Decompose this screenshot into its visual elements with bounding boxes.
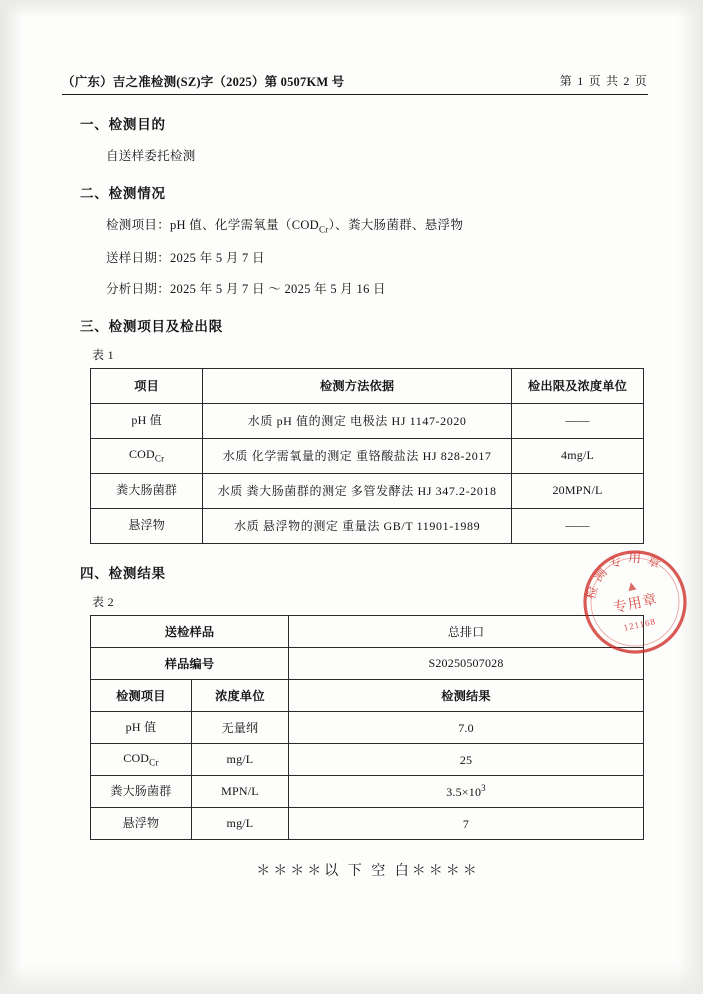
table2-row3-item: [91, 807, 192, 839]
value: 7.0: [458, 720, 474, 735]
label: 悬浮物: [128, 518, 165, 533]
test-items-line: [106, 215, 648, 235]
table2-label: 表 2: [92, 594, 114, 609]
table-row: [91, 775, 644, 807]
table1-header-item: 项目: [91, 368, 203, 403]
section-situation: [62, 182, 648, 297]
table-row: [91, 508, 644, 543]
label: pH 值: [131, 413, 162, 428]
subscript: Cr: [154, 453, 165, 464]
table2-sampleid-value: S20250507028: [289, 647, 644, 679]
table1-row0-limit: ——: [512, 403, 644, 438]
table1-row0-method: 水质 pH 值的测定 电极法 HJ 1147-2020: [203, 403, 512, 438]
table-row: [91, 615, 644, 647]
sample-date-line: 送样日期：2025 年 5 月 7 日: [106, 250, 265, 265]
table1-header-method: 检测方法依据: [203, 368, 512, 403]
table1-row2-item: [91, 473, 203, 508]
label: COD: [128, 447, 155, 462]
value: 3.5×10: [446, 784, 482, 799]
analysis-date-line: 分析日期：2025 年 5 月 7 日 ～ 2025 年 5 月 16 日: [106, 281, 386, 296]
table2-sample-value: 总排口: [289, 615, 644, 647]
table1-row3-limit: ——: [512, 508, 644, 543]
section-purpose-text: 自送样委托检测: [106, 149, 196, 163]
table-row: [91, 403, 644, 438]
table2-sample-label: 送检样品: [91, 615, 289, 647]
table1-row0-item: [91, 403, 203, 438]
table2-header-unit: 浓度单位: [191, 679, 288, 711]
table-row: [91, 711, 644, 743]
label: pH 值: [125, 719, 157, 734]
table1-row2-limit: 20MPN/L: [512, 473, 644, 508]
document-header: [62, 72, 648, 90]
table2-sampleid-label: 样品编号: [91, 647, 289, 679]
table2-row1-unit: mg/L: [191, 743, 288, 775]
svg-text:检测专用章: 检测专用章: [582, 549, 668, 601]
table2-row2-item: [91, 775, 192, 807]
table1-row3-item: [91, 508, 203, 543]
table-header-row: [91, 679, 644, 711]
table2-row2-result: [289, 775, 644, 807]
table-row: [91, 647, 644, 679]
section-detection-limits: [62, 315, 648, 544]
table-row: [91, 807, 644, 839]
table2-row0-unit: 无量纲: [191, 711, 288, 743]
value: 7: [462, 816, 470, 831]
table-row: [91, 473, 644, 508]
table1-row1-item: [91, 438, 203, 473]
official-seal-stamp: [579, 546, 691, 658]
table1-header-limit: 检出限及浓度单位: [512, 368, 644, 403]
section-situation-title: 二、检测情况: [80, 186, 166, 201]
table2-row2-unit: MPN/L: [191, 775, 288, 807]
subscript: Cr: [149, 757, 159, 768]
test-items-sub: Cr: [319, 224, 329, 235]
label: 悬浮物: [122, 815, 160, 830]
test-items-suffix: ）、粪大肠菌群、悬浮物: [328, 218, 464, 232]
label: COD: [123, 750, 150, 765]
table-header-row: [91, 368, 644, 403]
superscript: 3: [481, 782, 486, 793]
table2-row3-unit: mg/L: [191, 807, 288, 839]
table2-row0-item: [91, 711, 192, 743]
blank-space-note: ＊＊＊＊以 下 空 白＊＊＊＊: [256, 863, 480, 879]
page-number: 第 1 页 共 2 页: [559, 74, 648, 88]
section-purpose-title: 一、检测目的: [80, 117, 166, 132]
label: 粪大肠菌群: [116, 483, 178, 498]
test-items-prefix: 检测项目：pH 值、化学需氧量（COD: [106, 218, 319, 232]
table2-row1-item: [91, 743, 192, 775]
section-results: [62, 562, 648, 880]
label: 粪大肠菌群: [110, 783, 172, 798]
section-results-title: 四、检测结果: [80, 565, 166, 581]
table1-label: 表 1: [92, 347, 114, 362]
table-row: [91, 438, 644, 473]
table-row: [91, 743, 644, 775]
header-divider: [62, 94, 648, 95]
table1-row2-method: 水质 粪大肠菌群的测定 多管发酵法 HJ 347.2-2018: [203, 473, 512, 508]
svg-text:121168: 121168: [622, 616, 657, 633]
table1-row3-method: 水质 悬浮物的测定 重量法 GB/T 11901-1989: [203, 508, 512, 543]
table-detection-limits: [90, 368, 644, 544]
table2-header-result: 检测结果: [289, 679, 644, 711]
svg-text:专用章: 专用章: [611, 592, 660, 617]
table2-row0-result: [289, 711, 644, 743]
table2-row1-result: [289, 743, 644, 775]
section-purpose: [62, 113, 648, 164]
table2-header-item: 检测项目: [91, 679, 192, 711]
table1-row1-limit: 4mg/L: [512, 438, 644, 473]
value: 25: [459, 752, 473, 767]
page-content: [62, 72, 648, 880]
report-code: （广东）吉之准检测(SZ)字（2025）第 0507KM 号: [62, 75, 345, 89]
table1-row1-method: 水质 化学需氧量的测定 重铬酸盐法 HJ 828-2017: [203, 438, 512, 473]
section-limits-title: 三、检测项目及检出限: [80, 318, 223, 334]
table2-row3-result: [289, 807, 644, 839]
table-results: [90, 615, 644, 840]
